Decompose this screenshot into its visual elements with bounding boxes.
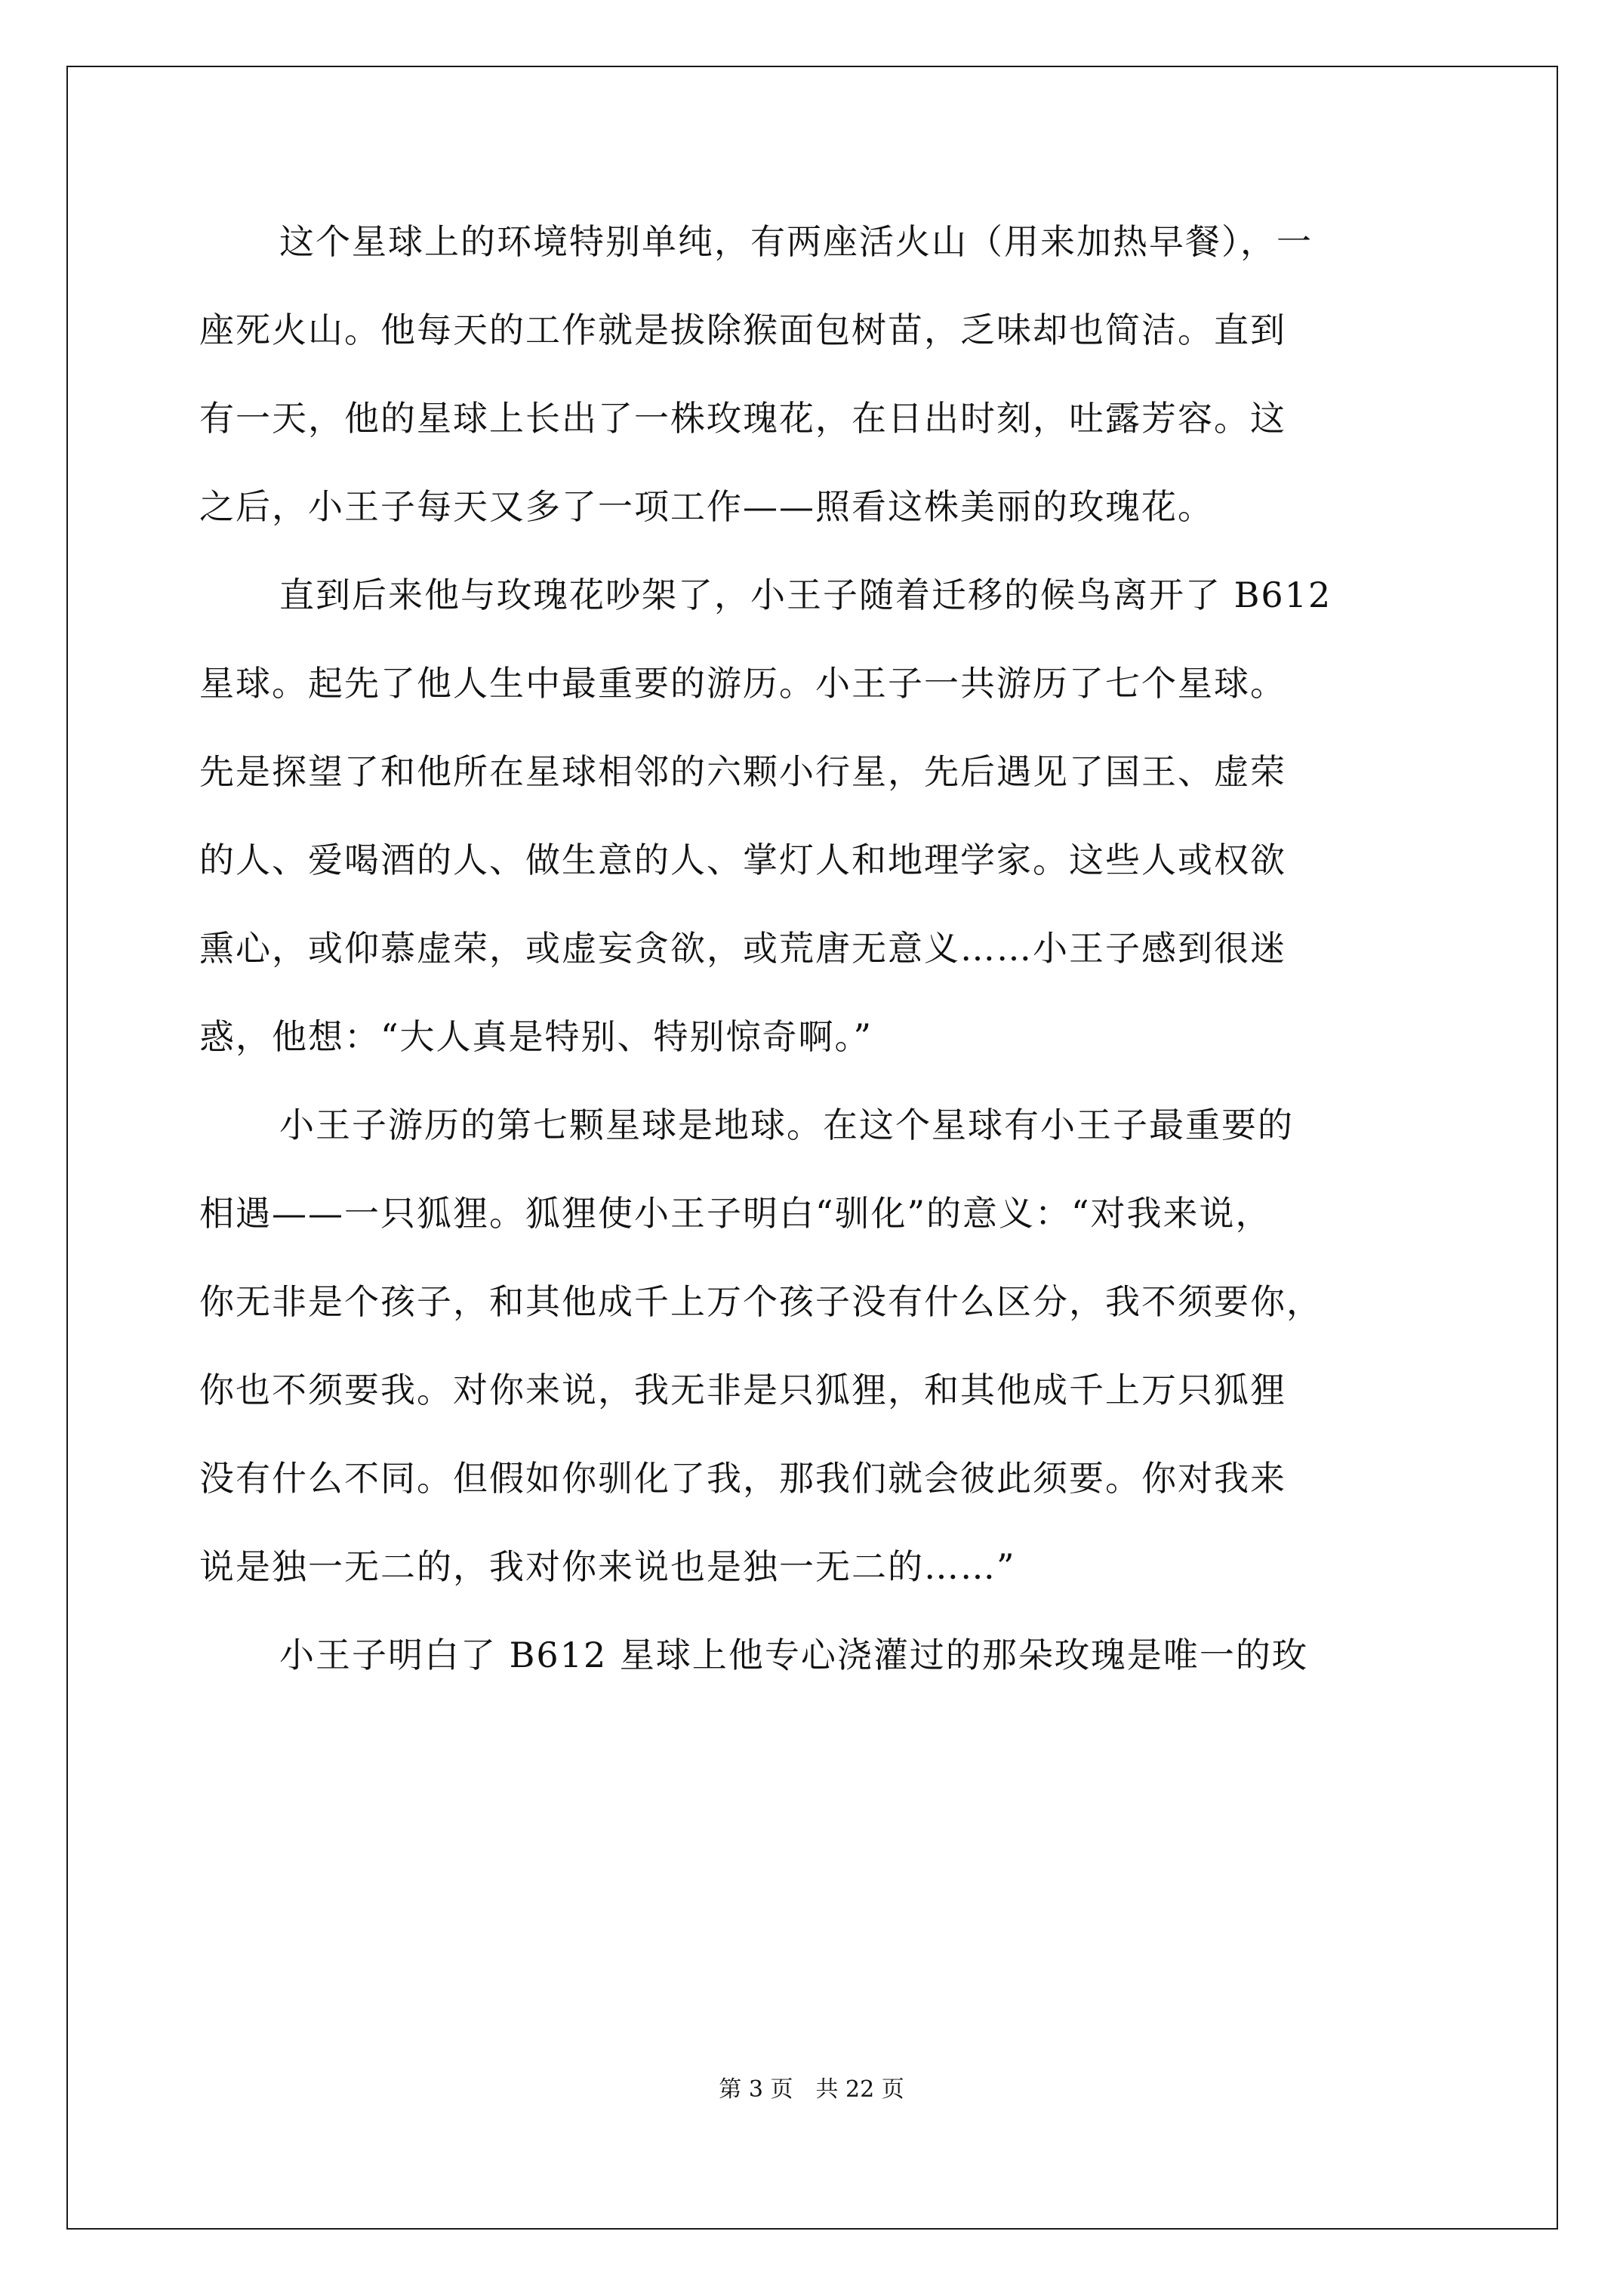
paragraph-line: 直到后来他与玫瑰花吵架了，小王子随着迁移的候鸟离开了 B612 xyxy=(279,575,1332,615)
paragraph-line: 说是独一无二的，我对你来说也是独一无二的……” xyxy=(199,1546,1016,1587)
paragraph-line: 相遇——一只狐狸。狐狸使小王子明白“驯化”的意义：“对我来说， xyxy=(199,1193,1272,1234)
paragraph-line: 先是探望了和他所在星球相邻的六颗小行星，先后遇见了国王、虚荣 xyxy=(199,751,1286,792)
paragraph-line: 星球。起先了他人生中最重要的游历。小王子一共游历了七个星球。 xyxy=(199,663,1286,704)
paragraph-line: 的人、爱喝酒的人、做生意的人、掌灯人和地理学家。这些人或权欲 xyxy=(199,840,1286,880)
page-footer xyxy=(0,2075,1623,2105)
paragraph-line: 你也不须要我。对你来说，我无非是只狐狸，和其他成千上万只狐狸 xyxy=(199,1370,1286,1410)
paragraph-line: 没有什么不同。但假如你驯化了我，那我们就会彼此须要。你对我来 xyxy=(199,1458,1286,1499)
total-pages: 共 22 页 xyxy=(815,2076,904,2103)
document-body xyxy=(199,198,1430,1700)
paragraph-line: 小王子游历的第七颗星球是地球。在这个星球有小王子最重要的 xyxy=(279,1105,1294,1145)
paragraph-line: 座死火山。他每天的工作就是拔除猴面包树苗，乏味却也简洁。直到 xyxy=(199,310,1286,350)
paragraph-line: 这个星球上的环境特别单纯，有两座活火山（用来加热早餐），一 xyxy=(279,221,1313,262)
page-number: 第 3 页 xyxy=(719,2076,793,2103)
paragraph-line: 小王子明白了 B612 星球上他专心浇灌过的那朵玫瑰是唯一的玫 xyxy=(279,1635,1308,1675)
paragraph-line: 熏心，或仰慕虚荣，或虚妄贪欲，或荒唐无意义……小王子感到很迷 xyxy=(199,928,1286,969)
paragraph-line: 之后，小王子每天又多了一项工作——照看这株美丽的玫瑰花。 xyxy=(199,486,1214,527)
paragraph-line: 惑，他想：“大人真是特别、特别惊奇啊。” xyxy=(199,1016,873,1057)
paragraph-line: 你无非是个孩子，和其他成千上万个孩子没有什么区分，我不须要你， xyxy=(199,1281,1323,1322)
paragraph-line: 有一天，他的星球上长出了一株玫瑰花，在日出时刻，吐露芳容。这 xyxy=(199,398,1286,439)
